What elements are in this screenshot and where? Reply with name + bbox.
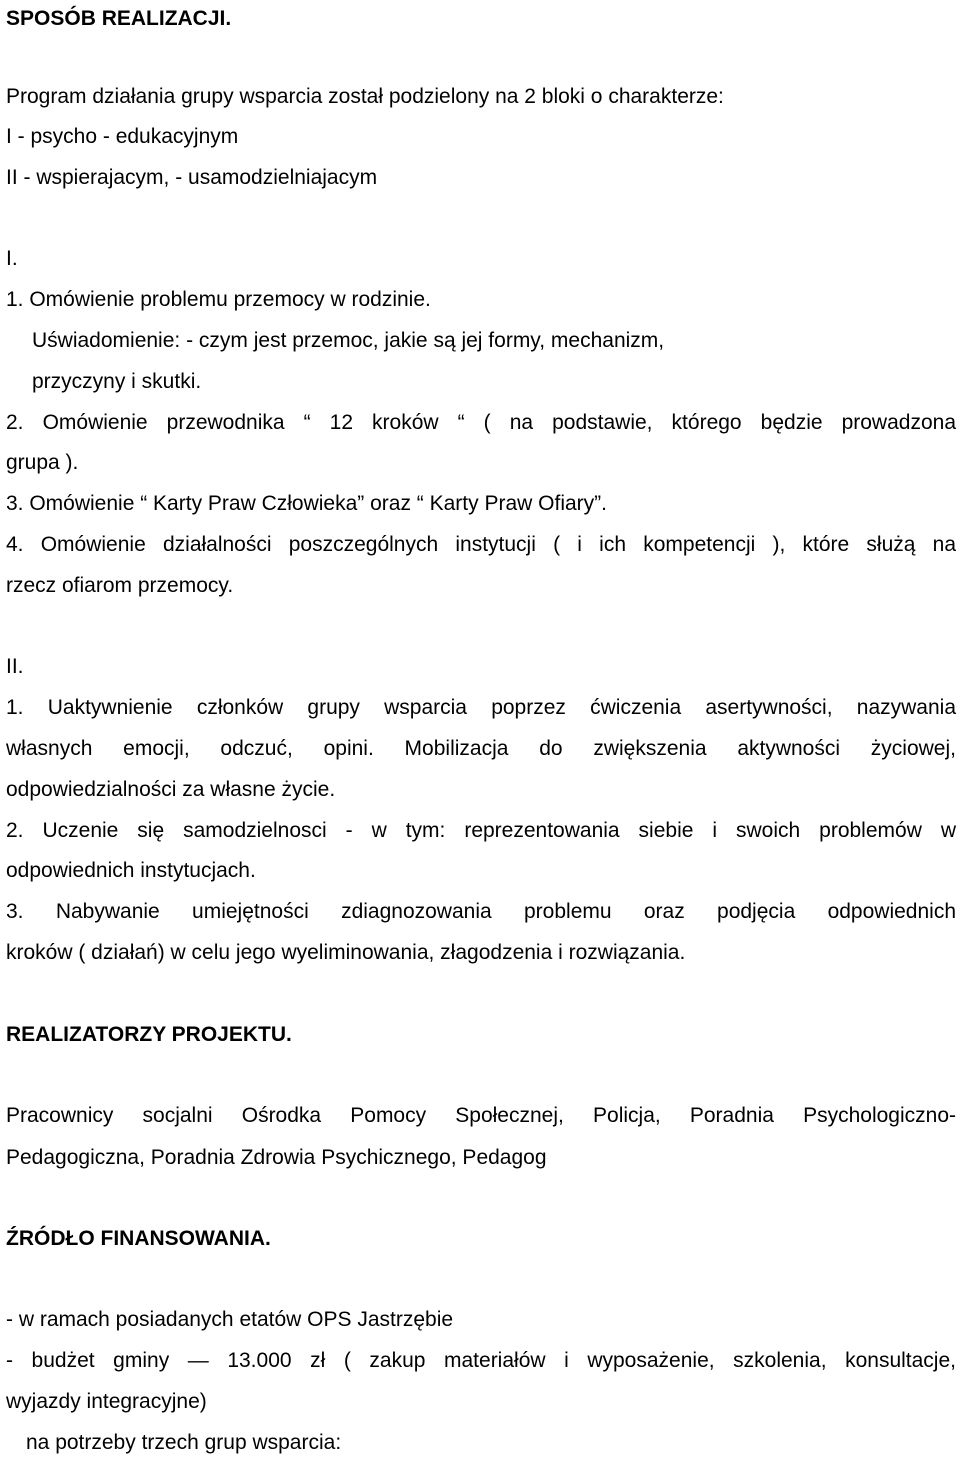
block2-item-line: odpowiednich instytucjach. (6, 859, 256, 882)
heading-method: SPOSÓB REALIZACJI. (6, 7, 232, 30)
block1-item-line: przyczyny i skutki. (32, 370, 202, 393)
block2-item-line: 3. Nabywanie umiejętności zdiagnozowania problemu oraz podjęcia odpowiednich (6, 900, 956, 923)
block2-item-line: 1. Uaktywnienie członków grupy wsparcia poprzez ćwiczenia asertywności, nazywania (6, 696, 956, 719)
intro-line: II - wspierajacym, - usamodzielniajacym (6, 166, 378, 189)
block2-item-line: odpowiedzialności za własne życie. (6, 778, 336, 801)
implementers-line: Pedagogiczna, Poradnia Zdrowia Psychicznego, Pedagog (6, 1146, 547, 1169)
heading-funding: ŹRÓDŁO FINANSOWANIA. (6, 1227, 271, 1250)
heading-implementers: REALIZATORZY PROJEKTU. (6, 1023, 292, 1046)
block1-item-line: Uświadomienie: - czym jest przemoc, jakie są jej formy, mechanizm, (32, 329, 665, 352)
block1-item-line: 4. Omówienie działalności poszczególnych instytucji ( i ich kompetencji ), które służą na (6, 533, 956, 556)
block1-item-line: 2. Omówienie przewodnika “ 12 kroków “ ( na podstawie, którego będzie prowadzona (6, 411, 956, 434)
intro-line: Program działania grupy wsparcia został podzielony na 2 bloki o charakterze: (6, 85, 724, 108)
block1-item-line: grupa ). (6, 451, 79, 474)
funding-line: wyjazdy integracyjne) (6, 1390, 207, 1413)
block2-item-line: kroków ( działań) w celu jego wyeliminowania, złagodzenia i rozwiązania. (6, 941, 686, 964)
block2-item-line: 2. Uczenie się samodzielnosci - w tym: reprezentowania siebie i swoich problemów w (6, 819, 956, 842)
funding-line: - w ramach posiadanych etatów OPS Jastrzębie (6, 1308, 454, 1331)
intro-line: I - psycho - edukacyjnym (6, 125, 239, 148)
block-label: II. (6, 655, 24, 678)
block1-item-line: 1. Omówienie problemu przemocy w rodzinie. (6, 288, 431, 311)
implementers-line: Pracownicy socjalni Ośrodka Pomocy Społecznej, Policja, Poradnia Psychologiczno- (6, 1104, 956, 1127)
block1-item-line: 3. Omówienie “ Karty Praw Człowieka” oraz “ Karty Praw Ofiary”. (6, 492, 607, 515)
block-label: I. (6, 247, 18, 270)
block2-item-line: własnych emocji, odczuć, opini. Mobilizacja do zwiększenia aktywności życiowej, (6, 737, 956, 760)
block1-item-line: rzecz ofiarom przemocy. (6, 574, 234, 597)
funding-line: na potrzeby trzech grup wsparcia: (26, 1431, 342, 1454)
funding-line: - budżet gminy — 13.000 zł ( zakup materiałów i wyposażenie, szkolenia, konsultacje, (6, 1349, 956, 1372)
